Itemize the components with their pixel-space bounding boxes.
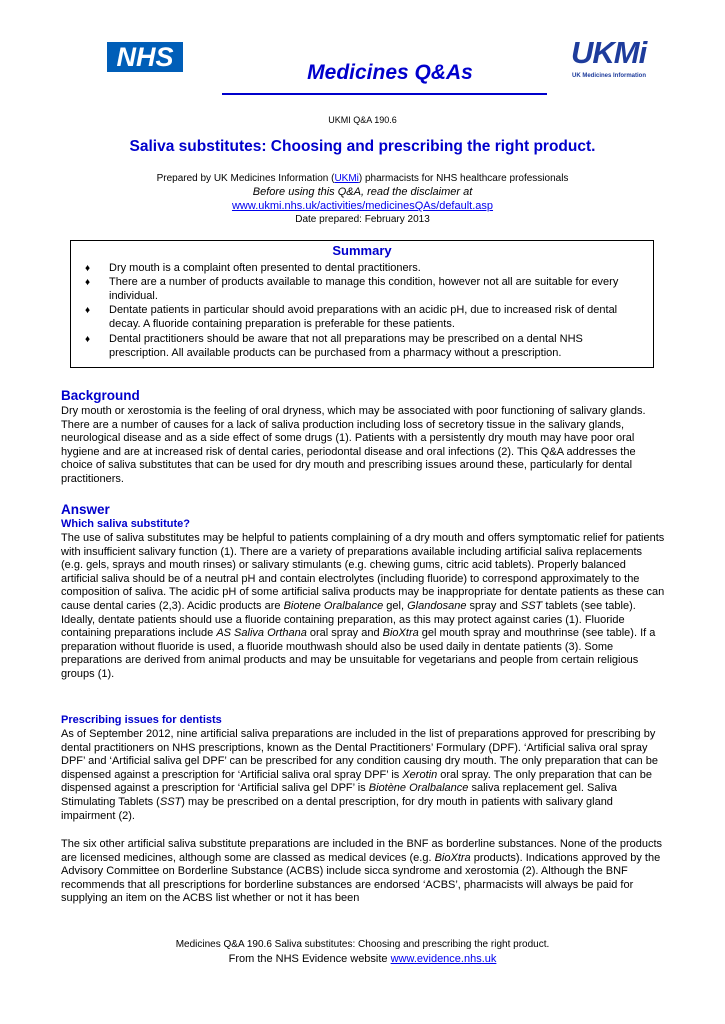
main-title: Saliva substitutes: Choosing and prescribing the right product. — [129, 138, 596, 155]
summary-item-text: There are a number of products available to manage this condition, however not all are suitable for every individual. — [109, 276, 619, 302]
ukmi-link[interactable]: UKMi — [334, 173, 359, 184]
answer-heading: Answer — [61, 502, 110, 517]
prepared-by-suffix: ) pharmacists for NHS healthcare professionals — [358, 173, 569, 184]
footer-source-text: From the NHS Evidence website — [228, 953, 391, 965]
prescribing-text: saliva replacement gel. Saliva Stimulating Tablets ( — [61, 782, 617, 808]
answer-text: gel mouth spray and mouthrinse (see table). If a preparation without fluoride is used, a fluoride mouthwash should also be used daily in dentate patients (3). Some preparations are derived from animal products and may be unsuitable for vegetarians and people from certain religious groups (1). — [61, 627, 656, 680]
disclaimer-line: Before using this Q&A, read the disclaimer at — [252, 186, 473, 198]
prescribing-text: oral spray. The only preparation that can be dispensed against a prescription for ‘Artificial saliva gel DPF’ is — [61, 768, 653, 795]
footer-source — [0, 953, 725, 965]
qa-number: UKMI Q&A 190.6 — [328, 115, 397, 125]
prescribing-text: products). Indications approved by the Advisory Committee on Borderline Substance (ACBS) include sicca syndrome and xerostomia (2). Although the BNF recommends that all prescriptions for borderline substances are endorsed ‘ACBS’, pharmacists will always be paid for supplying an item on the ACBS list whether or not it has been — [61, 851, 661, 905]
prepared-by-line — [0, 173, 725, 185]
prescribing-subheading: Prescribing issues for dentists — [61, 714, 222, 726]
answer-text: gel, — [383, 599, 408, 612]
product-name: AS Saliva Orthana — [216, 627, 307, 640]
disclaimer-link[interactable]: www.ukmi.nhs.uk/activities/medicinesQAs/default.asp — [231, 200, 494, 212]
product-name: Xerotin — [402, 768, 438, 781]
prepared-by-prefix: Prepared by UK Medicines Information ( — [156, 173, 335, 184]
evidence-link[interactable]: www.evidence.nhs.uk — [390, 953, 497, 965]
diamond-bullet-icon: ♦ — [85, 277, 91, 288]
product-name: Biotene Oralbalance — [283, 599, 384, 612]
answer-paragraph — [61, 532, 666, 682]
diamond-bullet-icon: ♦ — [85, 263, 91, 274]
background-text: Dry mouth or xerostomia is the feeling of oral dryness, which may be associated with poor functioning of salivary glands. There are a number of causes for a lack of saliva production including loss of secretory tissue in the salivary glands, neurological disease and as a side effect of some drugs (1). Patients with a persistently dry mouth may have poor oral hygiene and are at increased risk of dental caries, periodontal disease and oral infections (2). This Q&A addresses the choice of saliva substitutes that can be used for dry mouth and prescribing issues around these, particularly for dental practitioners. — [61, 405, 646, 485]
diamond-bullet-icon: ♦ — [85, 305, 91, 316]
background-heading: Background — [61, 388, 140, 403]
summary-item-text: Dry mouth is a complaint often presented to dental practitioners. — [109, 262, 421, 274]
prescribing-paragraph-2 — [61, 838, 666, 906]
product-name: Biotène Oralbalance — [368, 782, 469, 795]
product-name: SST — [520, 599, 543, 612]
prescribing-text: ) may be prescribed on a dental prescription, for dry mouth in patients with salivary gland impairment (2). — [61, 795, 613, 822]
summary-item-text: Dentate patients in particular should avoid preparations with an acidic pH, due to increased risk of dental decay. A fluoride containing preparation is preferable for these patients. — [109, 304, 618, 330]
summary-item-text: Dental practitioners should be aware that not all preparations may be prescribed on a dental NHS prescription. All available products can be purchased from a pharmacy without a prescription. — [109, 333, 583, 359]
nhs-logo: NHS — [107, 42, 183, 72]
prescribing-text: As of September 2012, nine artificial saliva preparations are included in the list of preparations approved for prescribing by dental practitioners on NHS prescriptions, known as the Dental Practitioners’ Formulary (DPF). ‘Artificial saliva oral spray DPF’ and ‘Artificial saliva gel DPF’ can be prescribed for any condition causing dry mouth. The only preparation that can be dispensed against a prescription for ‘Artificial saliva oral spray DPF’ is — [61, 728, 658, 781]
summary-title: Summary — [332, 243, 392, 258]
diamond-bullet-icon: ♦ — [85, 334, 91, 345]
product-name: Glandosane — [407, 599, 467, 612]
title-underline — [222, 93, 547, 95]
product-name: BioXtra — [382, 627, 419, 640]
date-prepared: Date prepared: February 2013 — [295, 214, 430, 225]
which-substitute-subheading: Which saliva substitute? — [61, 518, 190, 530]
disclaimer-link-line — [0, 200, 725, 212]
ukmi-logo: UKMi — [571, 35, 647, 70]
summary-box — [70, 240, 654, 368]
answer-text: The use of saliva substitutes may be helpful to patients complaining of a dry mouth and offers symptomatic relief for patients with insufficient salivary function (1). There are a variety of preparations available including artificial saliva replacements (e.g. gels, sprays and mouth rinses) or salivary stimulants (e.g. chewing gums, citric acid tablets). Properly balanced artificial saliva should be of a neutral pH and contain electrolytes (including fluoride) to correspond approximately to the composition of saliva. The acidic pH of some artificial saliva products may be inappropriate for dentate patients as these can cause dental caries (2,3). Acidic products are — [61, 532, 665, 612]
product-name: SST — [159, 795, 182, 808]
background-paragraph — [61, 405, 666, 487]
product-name: BioXtra — [434, 851, 471, 864]
answer-text: spray and — [466, 599, 521, 612]
summary-item — [85, 304, 645, 331]
prescribing-paragraph-1 — [61, 728, 666, 823]
answer-text: oral spray and — [306, 627, 383, 640]
ukmi-logo-subtitle: UK Medicines Information — [572, 73, 647, 79]
page-header-title: Medicines Q&As — [307, 61, 473, 84]
summary-item — [85, 276, 645, 303]
prescribing-text: The six other artificial saliva substitute preparations are included in the BNF as borderline substances. None of the products are licensed medicines, although some are classed as medical devices (e.g. — [61, 838, 663, 864]
summary-item — [85, 333, 645, 360]
summary-item — [85, 262, 645, 276]
answer-text: tablets (see table). Ideally, dentate patients should use a fluoride containing preparation, as this may protect against caries (1). Fluoride containing preparations include — [61, 599, 636, 640]
footer-title: Medicines Q&A 190.6 Saliva substitutes: Choosing and prescribing the right product. — [175, 939, 550, 950]
